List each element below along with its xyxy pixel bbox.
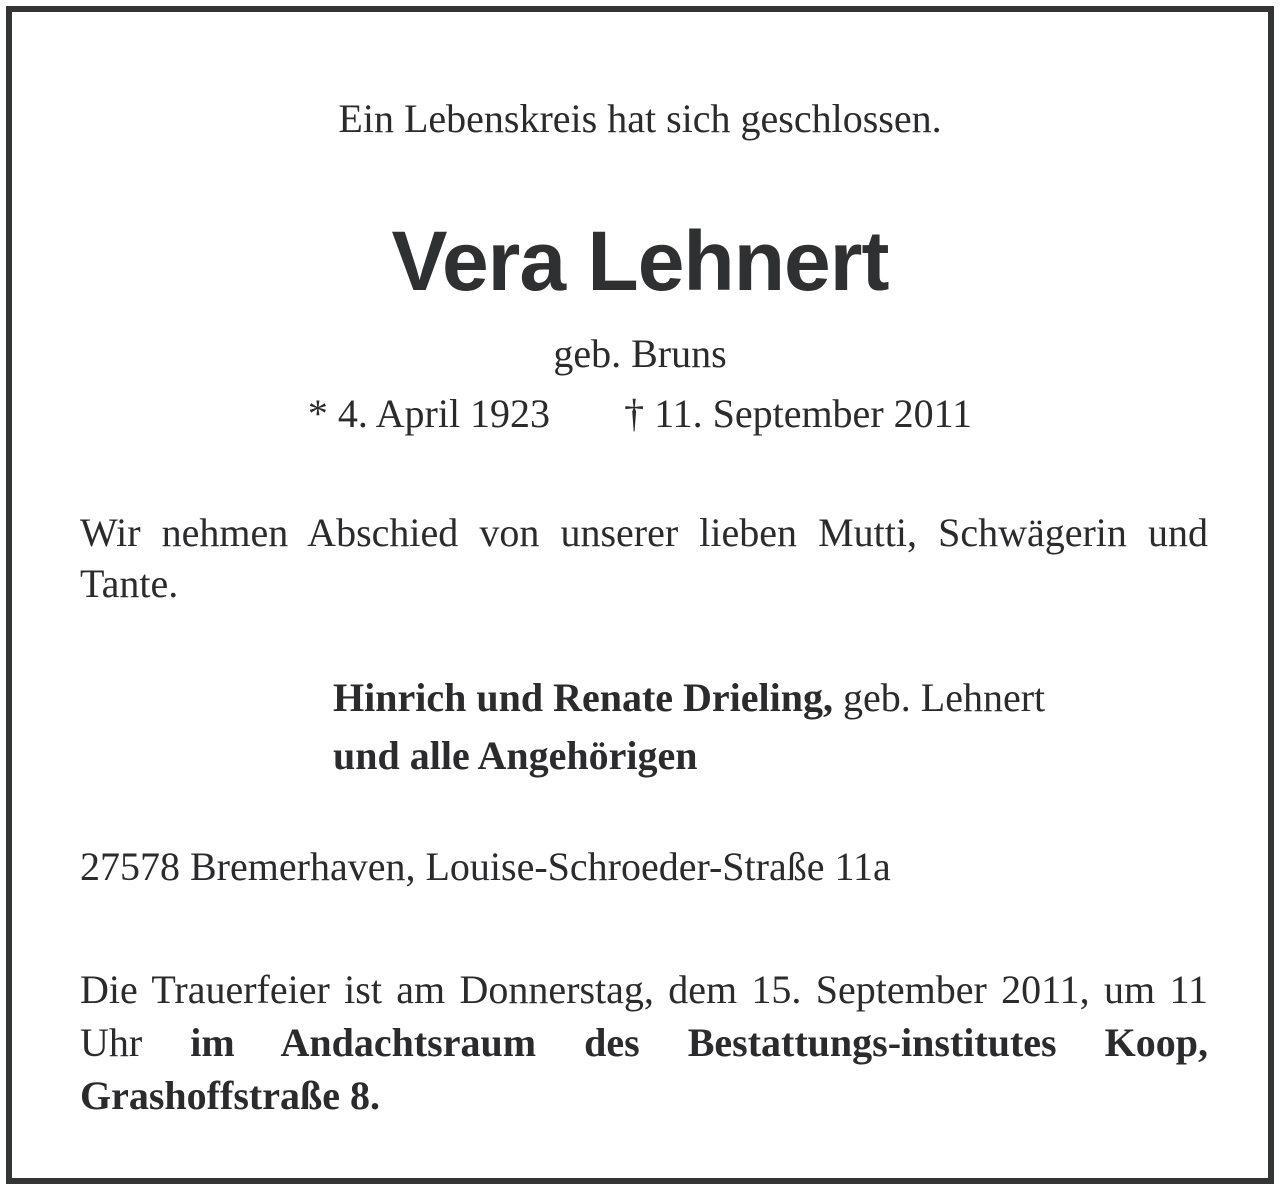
intro-line: Ein Lebenskreis hat sich geschlossen.: [338, 96, 942, 141]
farewell-text: Wir nehmen Abschied von unserer lieben Mutti, Schwägerin und Tante.: [80, 510, 1208, 606]
birth-date: * 4. April 1923: [307, 391, 551, 436]
deceased-name: Vera Lehnert: [391, 214, 889, 308]
death-date: † 11. September 2011: [624, 391, 973, 436]
maiden-name: geb. Bruns: [553, 331, 727, 376]
mourners-secondary: und alle Angehörigen: [333, 733, 698, 778]
obituary-notice: [6, 6, 1274, 1184]
address-line: 27578 Bremerhaven, Louise-Schroeder-Straße 11a: [80, 844, 891, 889]
life-dates: [12, 390, 1268, 438]
service-location: im Andachtsraum des Bestattungs-institutes Koop, Grashoffstraße 8.: [80, 1020, 1208, 1118]
mourners-block: [333, 669, 1045, 785]
mourners-primary-names: Hinrich und Renate Drieling,: [333, 675, 834, 720]
mourners-primary-suffix: geb. Lehnert: [833, 675, 1046, 720]
service-time: Die Trauerfeier ist am Donnerstag, dem 15. September 2011, um 11 Uhr: [80, 967, 1208, 1065]
mourners-primary: [333, 669, 1045, 727]
service-info: [80, 963, 1208, 1122]
